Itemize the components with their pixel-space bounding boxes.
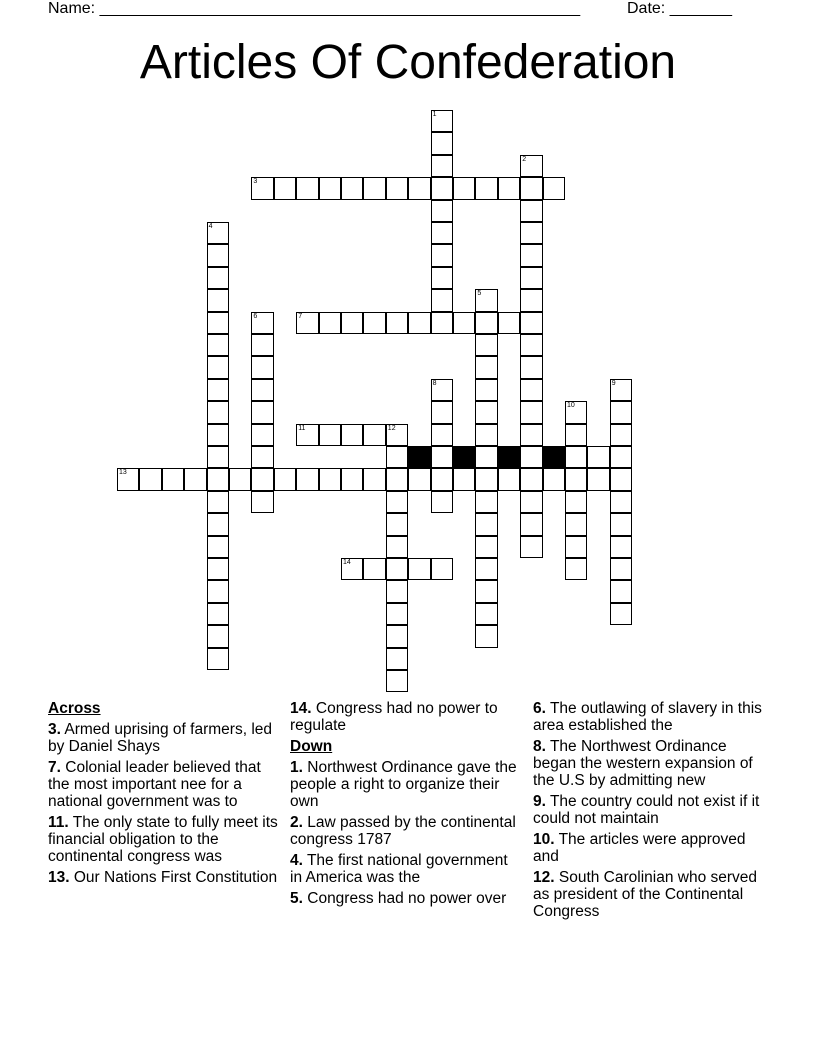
- crossword-cell[interactable]: [475, 580, 497, 602]
- clue-text: The country could not exist if it could not maintain: [533, 793, 760, 827]
- crossword-cell[interactable]: [363, 424, 385, 446]
- crossword-cell[interactable]: [431, 155, 453, 177]
- crossword-cell[interactable]: [520, 334, 542, 356]
- clue-number: 12.: [533, 869, 555, 886]
- crossword-cell[interactable]: [565, 424, 587, 446]
- clue-text: The only state to fully meet its financial obligation to the continental congress was: [48, 814, 278, 865]
- crossword-cell[interactable]: [520, 312, 542, 334]
- clue-number: 4.: [290, 852, 303, 869]
- crossword-cell[interactable]: [610, 558, 632, 580]
- crossword-cell[interactable]: [565, 468, 587, 490]
- crossword-cell[interactable]: [610, 580, 632, 602]
- crossword-cell[interactable]: [363, 177, 385, 199]
- crossword-cell[interactable]: [475, 356, 497, 378]
- crossword-cell[interactable]: [431, 267, 453, 289]
- crossword-cell[interactable]: [319, 312, 341, 334]
- crossword-cell[interactable]: [610, 446, 632, 468]
- crossword-cell[interactable]: [251, 491, 273, 513]
- crossword-cell[interactable]: [408, 468, 430, 490]
- clue-number: 11.: [48, 814, 69, 831]
- crossword-cell[interactable]: [207, 401, 229, 423]
- crossword-cell[interactable]: [363, 558, 385, 580]
- crossword-cell[interactable]: [274, 177, 296, 199]
- crossword-cell[interactable]: [386, 491, 408, 513]
- crossword-cell[interactable]: [431, 244, 453, 266]
- blocked-cell: [498, 446, 520, 468]
- crossword-cell[interactable]: [610, 513, 632, 535]
- clue-text: Congress had no power over: [307, 890, 507, 907]
- clue-text: Our Nations First Constitution: [73, 869, 278, 886]
- across-clue-11: [48, 814, 280, 865]
- crossword-cell[interactable]: [296, 312, 318, 334]
- crossword-cell[interactable]: [386, 513, 408, 535]
- clue-text: Northwest Ordinance gave the people a right to organize their own: [290, 759, 517, 810]
- clue-column-1: [48, 700, 280, 890]
- crossword-cell[interactable]: [363, 312, 385, 334]
- crossword-cell[interactable]: [431, 491, 453, 513]
- crossword-cell[interactable]: [139, 468, 161, 490]
- clue-number: 6.: [533, 700, 546, 717]
- clue-text: South Carolinian who served as president of the Continental Congress: [533, 869, 758, 920]
- crossword-cell[interactable]: [386, 580, 408, 602]
- crossword-cell[interactable]: [475, 625, 497, 647]
- crossword-cell[interactable]: [431, 110, 453, 132]
- crossword-cell[interactable]: [207, 536, 229, 558]
- crossword-cell[interactable]: [386, 424, 408, 446]
- clue-text: The first national government in America was the: [290, 852, 508, 886]
- crossword-cell[interactable]: [520, 536, 542, 558]
- clue-number: 1.: [290, 759, 303, 776]
- crossword-cell[interactable]: [565, 401, 587, 423]
- crossword-cell[interactable]: [475, 289, 497, 311]
- crossword-cell[interactable]: [565, 446, 587, 468]
- crossword-cell[interactable]: [520, 244, 542, 266]
- across-heading: Across: [48, 700, 101, 717]
- crossword-cell[interactable]: [207, 267, 229, 289]
- crossword-cell[interactable]: [162, 468, 184, 490]
- cell-number: 5: [477, 290, 482, 298]
- crossword-cell[interactable]: [207, 491, 229, 513]
- crossword-cell[interactable]: [207, 558, 229, 580]
- down-clue-1: [290, 759, 522, 810]
- crossword-cell[interactable]: [520, 513, 542, 535]
- clue-number: 5.: [290, 890, 303, 907]
- clue-number: 2.: [290, 814, 303, 831]
- across-clue-3: [48, 721, 280, 755]
- clue-column-2: [290, 700, 522, 911]
- crossword-cell[interactable]: [431, 558, 453, 580]
- crossword-cell[interactable]: [587, 446, 609, 468]
- crossword-cell[interactable]: [207, 356, 229, 378]
- crossword-cell[interactable]: [475, 468, 497, 490]
- crossword-cell[interactable]: [207, 244, 229, 266]
- clue-text: Law passed by the continental congress 1787: [290, 814, 516, 848]
- crossword-cell[interactable]: [520, 177, 542, 199]
- crossword-cell[interactable]: [386, 670, 408, 692]
- crossword-cell[interactable]: [207, 580, 229, 602]
- crossword-cell[interactable]: [386, 468, 408, 490]
- crossword-cell[interactable]: [520, 446, 542, 468]
- blocked-cell: [543, 446, 565, 468]
- crossword-cell[interactable]: [184, 468, 206, 490]
- crossword-cell[interactable]: [475, 424, 497, 446]
- crossword-cell[interactable]: [431, 132, 453, 154]
- crossword-cell[interactable]: [431, 222, 453, 244]
- crossword-cell[interactable]: [251, 356, 273, 378]
- crossword-cell[interactable]: [453, 312, 475, 334]
- crossword-cell[interactable]: [251, 468, 273, 490]
- crossword-cell[interactable]: [341, 468, 363, 490]
- crossword-cell[interactable]: [475, 513, 497, 535]
- crossword-cell[interactable]: [520, 289, 542, 311]
- cell-number: 14: [343, 559, 351, 566]
- crossword-cell[interactable]: [475, 401, 497, 423]
- crossword-cell[interactable]: [341, 424, 363, 446]
- down-heading: Down: [290, 738, 333, 755]
- clue-text: Congress had no power to regulate: [290, 700, 498, 734]
- cell-number: 8: [432, 379, 437, 387]
- crossword-cell[interactable]: [475, 177, 497, 199]
- crossword-cell[interactable]: [207, 468, 229, 490]
- crossword-cell[interactable]: [520, 200, 542, 222]
- crossword-cell[interactable]: [520, 468, 542, 490]
- crossword-cell[interactable]: [610, 536, 632, 558]
- crossword-cell[interactable]: [296, 424, 318, 446]
- puzzle-title: Articles Of Confederation: [139, 36, 677, 89]
- crossword-cell[interactable]: [475, 558, 497, 580]
- clue-number: 13.: [48, 869, 70, 886]
- crossword-cell[interactable]: [610, 603, 632, 625]
- crossword-cell[interactable]: [207, 312, 229, 334]
- crossword-cell[interactable]: [431, 401, 453, 423]
- crossword-cell[interactable]: [251, 312, 273, 334]
- clue-text: The articles were approved and: [533, 831, 746, 865]
- crossword-cell[interactable]: [520, 424, 542, 446]
- crossword-cell[interactable]: [475, 603, 497, 625]
- cell-number: 3: [253, 178, 258, 186]
- crossword-cell[interactable]: [207, 625, 229, 647]
- crossword-cell[interactable]: [296, 468, 318, 490]
- blocked-cell: [453, 446, 475, 468]
- down-clue-8: [533, 738, 765, 789]
- crossword-cell[interactable]: [207, 648, 229, 670]
- down-clue-4: [290, 852, 522, 886]
- crossword-cell[interactable]: [386, 603, 408, 625]
- clue-number: 8.: [533, 738, 546, 755]
- crossword-cell[interactable]: [251, 177, 273, 199]
- crossword-cell[interactable]: [610, 468, 632, 490]
- crossword-cell[interactable]: [386, 446, 408, 468]
- crossword-cell[interactable]: [565, 558, 587, 580]
- crossword-cell[interactable]: [251, 401, 273, 423]
- across-clue-7: [48, 759, 280, 810]
- crossword-cell[interactable]: [431, 446, 453, 468]
- crossword-cell[interactable]: [475, 446, 497, 468]
- crossword-cell[interactable]: [565, 513, 587, 535]
- clue-number: 3.: [48, 721, 61, 738]
- crossword-cell[interactable]: [520, 356, 542, 378]
- crossword-cell[interactable]: [408, 558, 430, 580]
- crossword-cell[interactable]: [520, 267, 542, 289]
- cell-number: 11: [298, 424, 306, 432]
- crossword-cell[interactable]: [610, 379, 632, 401]
- down-clue-10: [533, 831, 765, 865]
- crossword-cell[interactable]: [341, 312, 363, 334]
- crossword-cell[interactable]: [431, 424, 453, 446]
- crossword-cell[interactable]: [453, 468, 475, 490]
- crossword-cell[interactable]: [251, 424, 273, 446]
- crossword-cell[interactable]: [229, 468, 251, 490]
- crossword-cell[interactable]: [498, 468, 520, 490]
- crossword-cell[interactable]: [207, 513, 229, 535]
- down-clue-12: [533, 869, 765, 920]
- cell-number: 7: [298, 312, 303, 320]
- crossword-cell[interactable]: [207, 424, 229, 446]
- cell-number: 1: [432, 111, 437, 118]
- crossword-cell[interactable]: [498, 177, 520, 199]
- down-clue-6: [533, 700, 765, 734]
- crossword-cell[interactable]: [319, 468, 341, 490]
- cell-number: 10: [567, 402, 575, 410]
- crossword-cell[interactable]: [207, 379, 229, 401]
- crossword-cell[interactable]: [207, 289, 229, 311]
- crossword-cell[interactable]: [543, 468, 565, 490]
- crossword-cell[interactable]: [565, 536, 587, 558]
- crossword-cell[interactable]: [274, 468, 296, 490]
- clue-text: Colonial leader believed that the most important nee for a national government was to: [48, 759, 261, 810]
- crossword-cell[interactable]: [386, 177, 408, 199]
- crossword-cell[interactable]: [319, 177, 341, 199]
- clue-list: [0, 700, 816, 1056]
- across-clue-14: [290, 700, 522, 734]
- crossword-cell[interactable]: [386, 558, 408, 580]
- clue-number: 7.: [48, 759, 61, 776]
- cell-number: 12: [387, 424, 396, 432]
- crossword-cell[interactable]: [251, 334, 273, 356]
- across-clue-13: [48, 869, 280, 886]
- crossword-cell[interactable]: [475, 379, 497, 401]
- crossword-cell[interactable]: [431, 379, 453, 401]
- crossword-cell[interactable]: [431, 177, 453, 199]
- crossword-cell[interactable]: [520, 155, 542, 177]
- crossword-cell[interactable]: [587, 468, 609, 490]
- crossword-cell[interactable]: [520, 222, 542, 244]
- crossword-cell[interactable]: [207, 334, 229, 356]
- crossword-cell[interactable]: [207, 603, 229, 625]
- crossword-cell[interactable]: [520, 379, 542, 401]
- crossword-cell[interactable]: [498, 312, 520, 334]
- crossword-cell[interactable]: [431, 312, 453, 334]
- cell-number: 2: [522, 155, 527, 163]
- crossword-cell[interactable]: [408, 177, 430, 199]
- clue-number: 14.: [290, 700, 312, 717]
- crossword-cell[interactable]: [610, 491, 632, 513]
- crossword-cell[interactable]: [610, 401, 632, 423]
- crossword-cell[interactable]: [475, 536, 497, 558]
- clue-text: Armed uprising of farmers, led by Daniel Shays: [48, 721, 272, 755]
- down-clue-5: [290, 890, 522, 907]
- down-clue-9: [533, 793, 765, 827]
- crossword-cell[interactable]: [431, 200, 453, 222]
- crossword-cell[interactable]: [117, 468, 139, 490]
- crossword-cell[interactable]: [520, 401, 542, 423]
- cell-number: 6: [253, 312, 258, 320]
- crossword-cell[interactable]: [431, 468, 453, 490]
- crossword-cell[interactable]: [475, 312, 497, 334]
- crossword-cell[interactable]: [431, 289, 453, 311]
- crossword-cell[interactable]: [610, 424, 632, 446]
- crossword-cell[interactable]: [408, 312, 430, 334]
- cell-number: 9: [611, 379, 616, 387]
- clue-number: 9.: [533, 793, 546, 810]
- crossword-cell[interactable]: [341, 177, 363, 199]
- blocked-cell: [408, 446, 430, 468]
- crossword-cell[interactable]: [341, 558, 363, 580]
- crossword-cell[interactable]: [207, 222, 229, 244]
- crossword-cell[interactable]: [207, 446, 229, 468]
- cell-number: 13: [119, 469, 127, 477]
- crossword-cell[interactable]: [386, 625, 408, 647]
- crossword-cell[interactable]: [296, 177, 318, 199]
- crossword-cell[interactable]: [319, 424, 341, 446]
- down-clue-2: [290, 814, 522, 848]
- cell-number: 4: [208, 223, 213, 230]
- crossword-cell[interactable]: [386, 312, 408, 334]
- crossword-cell[interactable]: [453, 177, 475, 199]
- crossword-cell[interactable]: [251, 446, 273, 468]
- name-field-line: Name: ______________________________________________________: [48, 0, 581, 17]
- crossword-cell[interactable]: [565, 491, 587, 513]
- clue-text: The Northwest Ordinance began the western expansion of the U.S by admitting new: [533, 738, 753, 789]
- crossword-cell[interactable]: [251, 379, 273, 401]
- crossword-cell[interactable]: [475, 334, 497, 356]
- clue-number: 10.: [533, 831, 555, 848]
- crossword-cell[interactable]: [520, 491, 542, 513]
- crossword-cell[interactable]: [543, 177, 565, 199]
- crossword-cell[interactable]: [363, 468, 385, 490]
- clue-column-3: [533, 700, 765, 924]
- date-field-line: Date: _______: [627, 0, 732, 17]
- crossword-cell[interactable]: [386, 648, 408, 670]
- crossword-cell[interactable]: [386, 536, 408, 558]
- clue-text: The outlawing of slavery in this area established the: [533, 700, 762, 734]
- crossword-cell[interactable]: [475, 491, 497, 513]
